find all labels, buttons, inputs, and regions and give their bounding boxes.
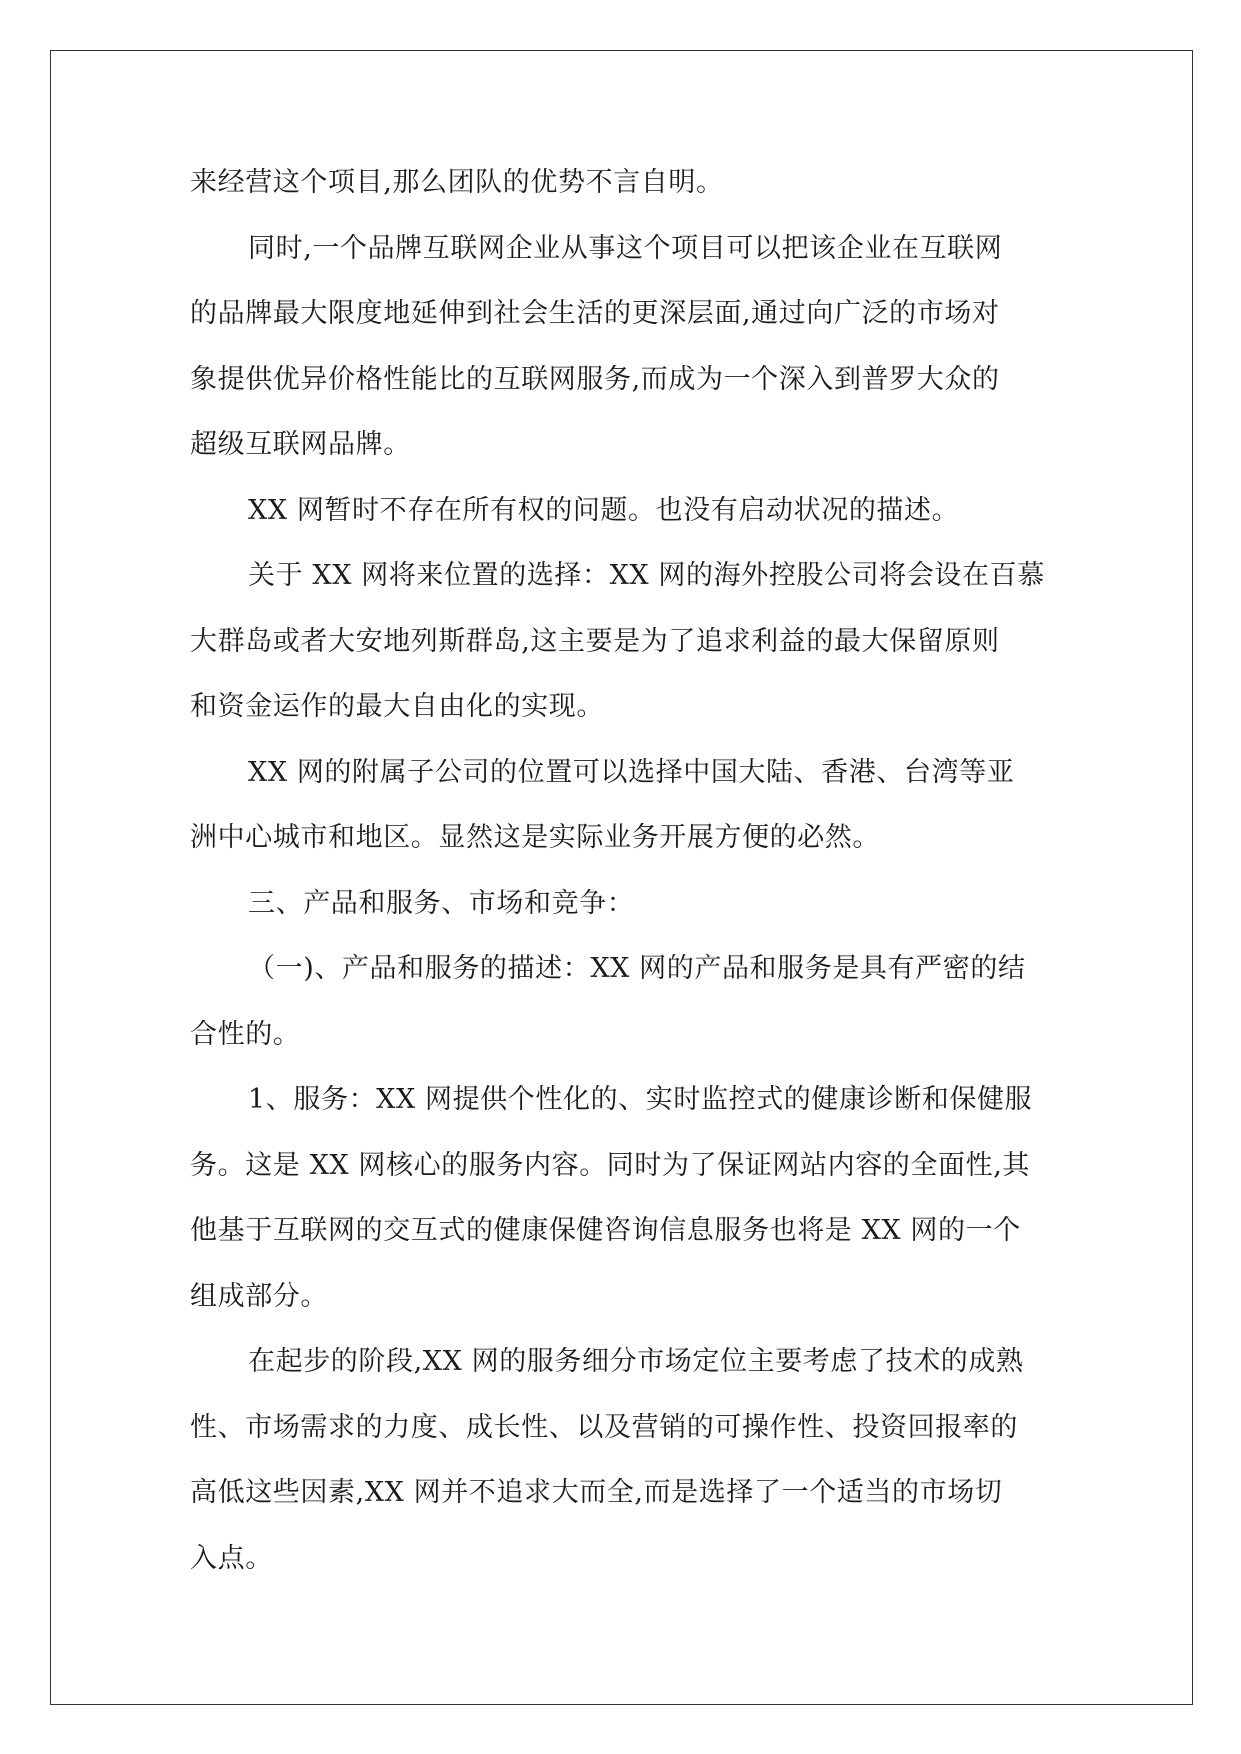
text-line: 他基于互联网的交互式的健康保健咨询信息服务也将是 XX 网的一个 xyxy=(190,1215,1021,1246)
text-line: 来经营这个项目,那么团队的优势不言自明。 xyxy=(190,167,724,198)
text-line: 洲中心城市和地区。显然这是实际业务开展方便的必然。 xyxy=(190,822,880,853)
document-body xyxy=(190,150,1056,1591)
text-line: （一)、产品和服务的描述：XX 网的产品和服务是具有严密的结 xyxy=(248,953,1026,984)
text-line: 组成部分。 xyxy=(190,1280,328,1312)
text-line: 三、产品和服务、市场和竞争： xyxy=(248,887,635,919)
text-line: 和资金运作的最大自由化的实现。 xyxy=(190,691,604,722)
text-line: 性、市场需求的力度、成长性、以及营销的可操作性、投资回报率的 xyxy=(190,1411,1018,1443)
text-line: 大群岛或者大安地列斯群岛,这主要是为了追求利益的最大保留原则 xyxy=(190,625,1000,657)
text-line: 务。这是 XX 网核心的服务内容。同时为了保证网站内容的全面性,其 xyxy=(190,1149,1030,1181)
text-line: 1、服务：XX 网提供个性化的、实时监控式的健康诊断和保健服 xyxy=(248,1084,1033,1115)
text-line: 在起步的阶段,XX 网的服务细分市场定位主要考虑了技术的成熟 xyxy=(248,1346,1024,1377)
text-line: XX 网的附属子公司的位置可以选择中国大陆、香港、台湾等亚 xyxy=(248,756,1015,788)
text-line: 入点。 xyxy=(190,1542,273,1574)
text-line: 超级互联网品牌。 xyxy=(190,429,411,460)
text-line: 同时,一个品牌互联网企业从事这个项目可以把该企业在互联网 xyxy=(248,232,1003,264)
text-line: XX 网暂时不存在所有权的问题。也没有启动状况的描述。 xyxy=(248,494,960,526)
text-line: 高低这些因素,XX 网并不追求大而全,而是选择了一个适当的市场切 xyxy=(190,1477,1003,1508)
text-line: 的品牌最大限度地延伸到社会生活的更深层面,通过向广泛的市场对 xyxy=(190,298,1000,329)
text-line: 象提供优异价格性能比的互联网服务,而成为一个深入到普罗大众的 xyxy=(190,363,1000,395)
text-line: 合性的。 xyxy=(190,1018,301,1050)
text-line: 关于 XX 网将来位置的选择：XX 网的海外控股公司将会设在百慕 xyxy=(248,560,1045,591)
